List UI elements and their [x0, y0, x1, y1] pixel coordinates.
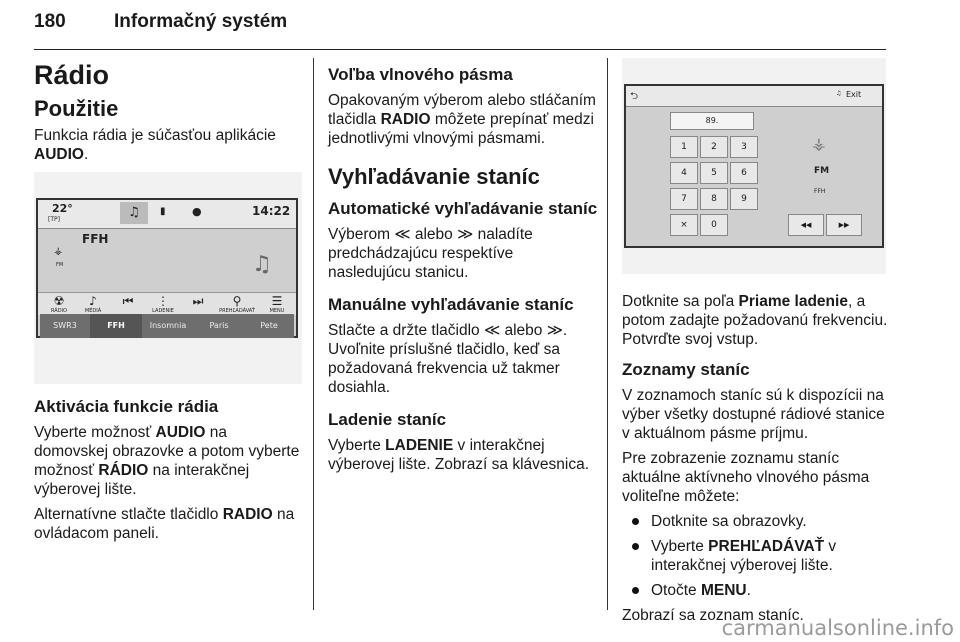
- intro-paragraph: Funkcia rádia je súčasťou aplikácie AUDIO.: [34, 127, 276, 163]
- preset-button[interactable]: SWR3: [53, 321, 77, 330]
- key-4[interactable]: 4: [670, 162, 698, 184]
- station-name: FFH: [82, 232, 109, 246]
- key-6[interactable]: 6: [730, 162, 758, 184]
- bullet-icon: [632, 543, 639, 550]
- activation-heading: Aktivácia funkcie rádia: [34, 397, 219, 416]
- auto-search-paragraph: Výberom ≪ alebo ≫ naladíte predchádzajúcu respektíve nasledujúcu stanicu.: [328, 226, 533, 281]
- signal-icon: ⚶: [812, 134, 826, 153]
- band-heading: Voľba vlnového pásma: [328, 65, 513, 84]
- exit-button[interactable]: Exit: [846, 90, 862, 99]
- preset-bar: [40, 314, 294, 338]
- station-name: FFH: [814, 188, 826, 195]
- nav-app-icon[interactable]: ●: [192, 205, 202, 218]
- closing-paragraph: Zobrazí sa zoznam staníc.: [622, 607, 804, 624]
- previous-icon: ⏮: [122, 294, 134, 308]
- station-lists-heading: Zoznamy staníc: [622, 360, 750, 379]
- column-3: [622, 58, 888, 631]
- music-note-icon: ♫: [252, 252, 272, 277]
- header-title: Informačný systém: [114, 11, 288, 32]
- subsection-title: Použitie: [34, 96, 119, 121]
- key-clear[interactable]: ×: [670, 214, 698, 236]
- tuning-paragraph: Vyberte LADENIE v interakčnej výberovej lište. Zobrazí sa klávesnica.: [328, 437, 590, 473]
- audio-app-icon[interactable]: ♫: [120, 202, 148, 224]
- activation-paragraph: Vyberte možnosť AUDIO na domovskej obrazovke a potom vyberte možnosť RÁDIO na interakčnej výberovej lište.: [34, 424, 300, 498]
- page-number: 180: [34, 11, 66, 32]
- keypad-top-bar: [626, 86, 882, 107]
- radio-screen: [36, 198, 298, 338]
- page-header: [34, 9, 886, 50]
- interaction-selector-bar: [38, 292, 296, 315]
- section-title: Rádio: [34, 60, 110, 90]
- column-1: [34, 58, 302, 549]
- keypad-icon: ⋮: [157, 294, 169, 308]
- radio-button[interactable]: ☢ RÁDIO: [44, 294, 74, 314]
- column-2: [328, 58, 598, 480]
- menu-icon: ☰: [271, 294, 283, 308]
- column-divider-1: [313, 58, 314, 610]
- alternative-paragraph: Alternatívne stlačte tlačidlo RADIO na ovládacom paneli.: [34, 506, 295, 542]
- temperature: 22°: [52, 202, 73, 215]
- key-3[interactable]: 3: [730, 136, 758, 158]
- tuning-button[interactable]: ⋮ LADENIE: [146, 294, 180, 314]
- manual-search-heading: Manuálne vyhľadávanie staníc: [328, 295, 574, 314]
- options-paragraph: Pre zobrazenie zoznamu staníc aktuálne aktívneho vlnového pásma voliteľne môžete:: [622, 450, 870, 505]
- keypad-screen: [624, 84, 884, 248]
- direct-tuning-field[interactable]: 89.: [670, 112, 754, 130]
- band-label: FM: [814, 166, 830, 176]
- key-0[interactable]: 0: [700, 214, 728, 236]
- note-icon: ♪: [89, 294, 97, 308]
- phone-app-icon[interactable]: ▮: [160, 206, 166, 217]
- signal-icon: ⚶: [54, 246, 63, 257]
- key-8[interactable]: 8: [700, 188, 728, 210]
- preset-button[interactable]: Paris: [209, 321, 229, 330]
- bullet-icon: [632, 518, 639, 525]
- key-1[interactable]: 1: [670, 136, 698, 158]
- band-label: FM: [56, 262, 64, 268]
- seek-back-button[interactable]: [114, 294, 142, 308]
- list-item: Otočte MENU.: [622, 581, 888, 600]
- list-item: Dotknite sa obrazovky.: [622, 512, 888, 531]
- list-item: Vyberte PREHĽADÁVAŤ v interakčnej výberovej lište.: [622, 537, 888, 575]
- seek-back-button[interactable]: ◀◀: [788, 214, 824, 236]
- watermark: carmanualsonline.info: [721, 616, 954, 640]
- radio-screen-figure: [34, 172, 302, 384]
- status-bar: [38, 200, 296, 229]
- direct-tuning-paragraph: Dotknite sa poľa Priame ladenie, a potom zadajte požadovanú frekvenciu. Potvrďte svoj vstup.: [622, 293, 888, 348]
- key-2[interactable]: 2: [700, 136, 728, 158]
- tp-indicator: [TP]: [48, 216, 60, 223]
- options-list: [622, 512, 888, 600]
- preset-button[interactable]: Pete: [260, 321, 278, 330]
- auto-search-heading: Automatické vyhľadávanie staníc: [328, 199, 598, 218]
- radio-icon: ☢: [53, 294, 65, 308]
- preset-button[interactable]: FFH: [90, 314, 142, 338]
- media-button[interactable]: ♪ MÉDIÁ: [78, 294, 108, 314]
- search-icon: ⚲: [232, 294, 242, 308]
- key-9[interactable]: 9: [730, 188, 758, 210]
- station-lists-paragraph: V zoznamoch staníc sú k dispozícii na výber všetky dostupné rádiové stanice v aktuálnom pásme príjmu.: [622, 387, 885, 442]
- key-5[interactable]: 5: [700, 162, 728, 184]
- seek-forward-button[interactable]: ▶▶: [826, 214, 862, 236]
- note-icon: ♫: [836, 90, 842, 97]
- bullet-icon: [632, 587, 639, 594]
- keypad-screen-figure: [622, 58, 886, 274]
- manual-search-paragraph: Stlačte a držte tlačidlo ≪ alebo ≫. Uvoľnite príslušné tlačidlo, keď sa požadovaná frekvencia už takmer dosiahla.: [328, 322, 568, 396]
- tuning-heading: Ladenie staníc: [328, 410, 447, 429]
- column-divider-2: [607, 58, 608, 610]
- menu-button[interactable]: ☰ MENU: [262, 294, 292, 314]
- seek-forward-button[interactable]: [184, 294, 212, 308]
- band-paragraph: Opakovaným výberom alebo stláčaním tlačidla RADIO môžete prepínať medzi jednotlivými vlnovými pásmami.: [328, 92, 596, 147]
- next-icon: ⏭: [192, 294, 204, 308]
- back-icon[interactable]: ⮌: [630, 91, 639, 102]
- browse-button[interactable]: ⚲ PREHĽADÁVAŤ: [214, 294, 260, 314]
- key-7[interactable]: 7: [670, 188, 698, 210]
- preset-button[interactable]: Insomnia: [149, 321, 187, 330]
- search-heading: Vyhľadávanie staníc: [328, 164, 540, 189]
- clock: 14:22: [252, 204, 291, 218]
